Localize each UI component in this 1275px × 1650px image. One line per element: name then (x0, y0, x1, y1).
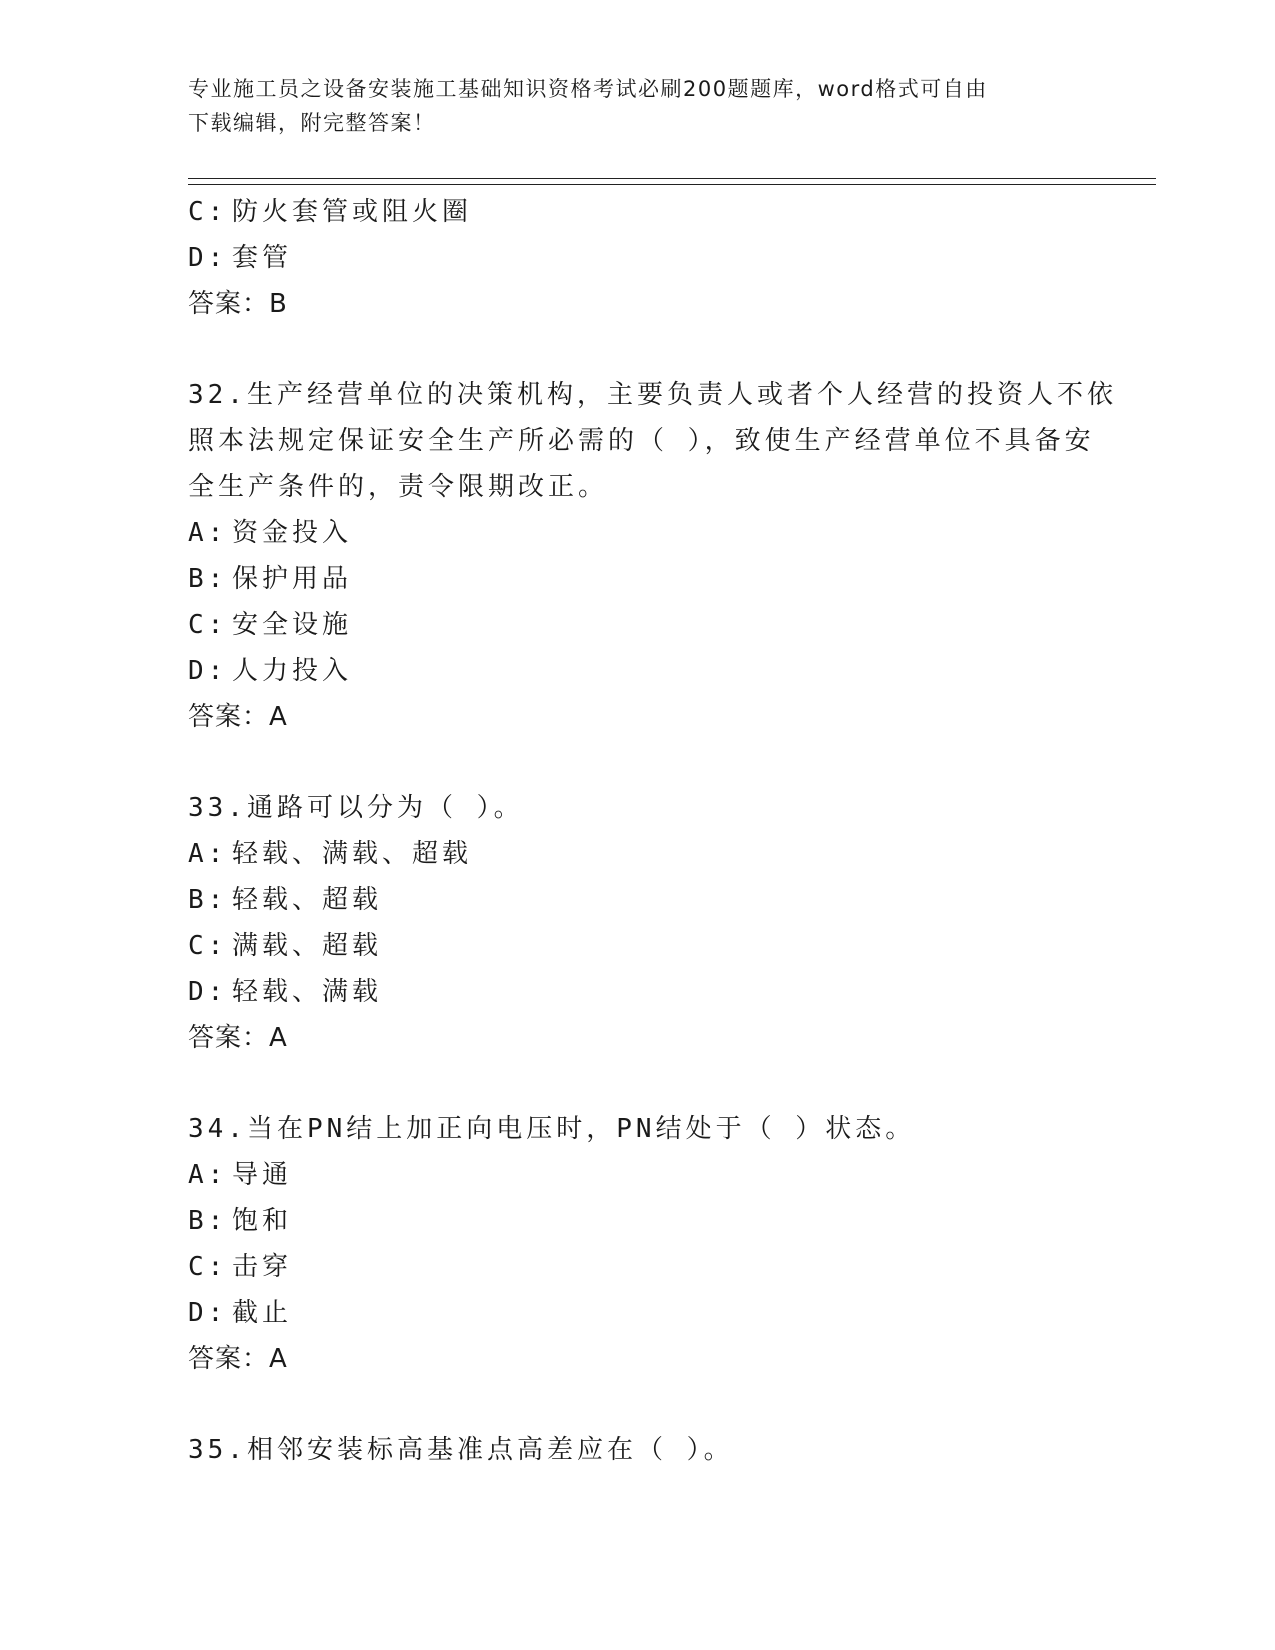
option-b (188, 1198, 1088, 1244)
spacer (188, 1382, 1088, 1427)
option-b (188, 556, 1088, 602)
option-text: 导通 (232, 1160, 293, 1190)
option-key: D: (188, 243, 228, 273)
answer-label: 答案：A (188, 702, 288, 732)
option-text: 安全设施 (232, 610, 353, 640)
header-rule-bottom (188, 184, 1156, 185)
option-a (188, 1152, 1088, 1198)
option-key: C: (188, 1252, 228, 1282)
option-key: D: (188, 977, 228, 1007)
option-c (188, 602, 1088, 648)
question-text-line: 35.相邻安装标高基准点高差应在（ ）。 (188, 1435, 734, 1465)
option-key: C: (188, 610, 228, 640)
option-text: 截止 (232, 1298, 293, 1328)
option-a (188, 831, 1088, 877)
spacer (188, 740, 1088, 785)
option-d (188, 648, 1088, 694)
spacer (188, 327, 1088, 372)
option-text: 轻载、满载、超载 (232, 839, 473, 869)
option-b (188, 877, 1088, 923)
option-text: 资金投入 (232, 518, 353, 548)
header-rule-top (188, 178, 1156, 179)
option-key: A: (188, 1160, 228, 1190)
question-35 (188, 1427, 1088, 1473)
option-text: 轻载、超载 (232, 885, 383, 915)
option-text: 饱和 (232, 1206, 293, 1236)
question-text-line: 34.当在PN结上加正向电压时，PN结处于（ ）状态。 (188, 1114, 916, 1144)
option-key: C: (188, 197, 228, 227)
option-text: 轻载、满载 (232, 977, 383, 1007)
option-key: D: (188, 1298, 228, 1328)
option-key: A: (188, 839, 228, 869)
option-key: D: (188, 656, 228, 686)
question-body (188, 189, 1117, 1473)
option-key: B: (188, 885, 228, 915)
page-header (188, 72, 1088, 140)
answer-label: 答案：A (188, 1023, 288, 1053)
option-d (188, 969, 1088, 1015)
question-text-line: 33.通路可以分为（ ）。 (188, 793, 524, 823)
question-31-continued (188, 189, 1088, 327)
option-text: 击穿 (232, 1252, 293, 1282)
option-key: B: (188, 564, 228, 594)
question-text-line: 32.生产经营单位的决策机构，主要负责人或者个人经营的投资人不依 (188, 380, 1117, 410)
option-text: 满载、超载 (232, 931, 383, 961)
question-text-line: 照本法规定保证安全生产所必需的（ ），致使生产经营单位不具备安 (188, 426, 1095, 456)
option-text: 套管 (232, 243, 293, 273)
option-key: C: (188, 931, 228, 961)
option-a (188, 510, 1088, 556)
option-c (188, 189, 1088, 235)
option-text: 保护用品 (232, 564, 353, 594)
question-text-line: 全生产条件的，责令限期改正。 (188, 472, 609, 502)
option-text: 人力投入 (232, 656, 353, 686)
option-d (188, 1290, 1088, 1336)
option-c (188, 1244, 1088, 1290)
header-line-1: 专业施工员之设备安装施工基础知识资格考试必刷200题题库，word格式可自由 (188, 77, 988, 101)
option-c (188, 923, 1088, 969)
question-34 (188, 1106, 1088, 1382)
answer-label: 答案：A (188, 1344, 288, 1374)
option-d (188, 235, 1088, 281)
option-key: B: (188, 1206, 228, 1236)
header-line-2: 下载编辑，附完整答案！ (188, 111, 436, 135)
spacer (188, 1061, 1088, 1106)
question-32 (188, 372, 1117, 740)
answer-label: 答案：B (188, 289, 288, 319)
option-key: A: (188, 518, 228, 548)
question-33 (188, 785, 1088, 1061)
option-text: 防火套管或阻火圈 (232, 197, 473, 227)
